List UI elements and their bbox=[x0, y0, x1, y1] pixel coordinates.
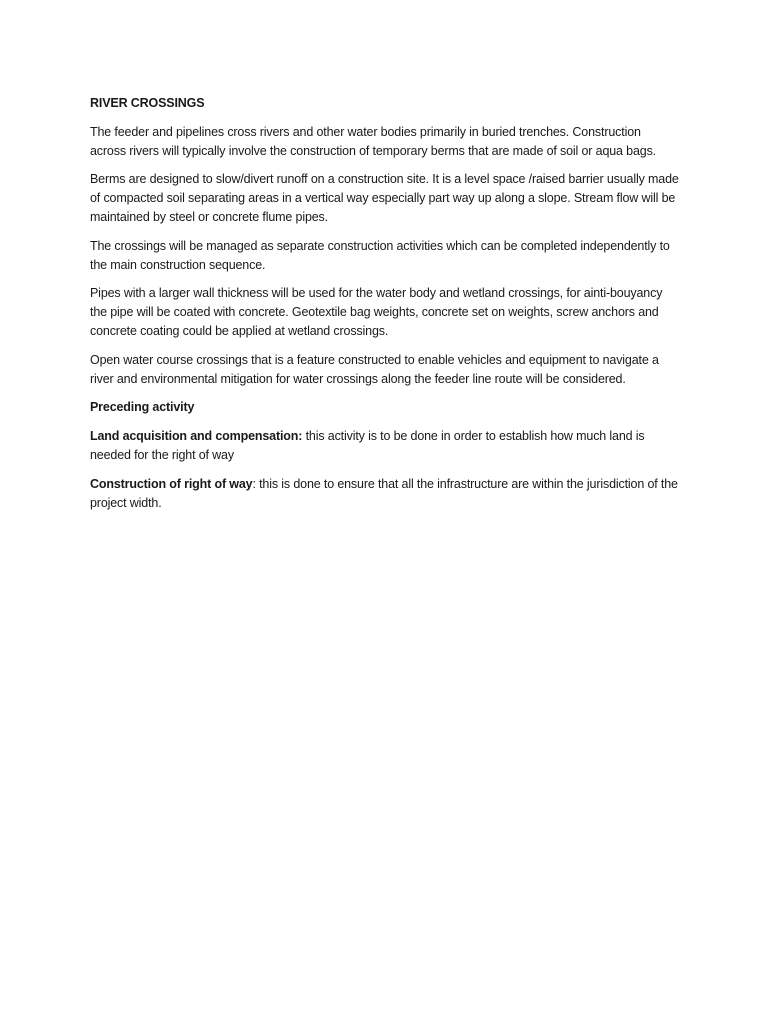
item-term: Construction of right of way bbox=[90, 476, 253, 491]
paragraph-crossings-managed: The crossings will be managed as separate construction activities which can be completed independently to the main construction sequence. bbox=[90, 238, 670, 272]
paragraph-berms: Berms are designed to slow/divert runoff on a construction site. It is a level space /raised barrier usually made of compacted soil separating areas in a vertical way especially part way up along a slope. Stream flow will be maintained by steel or concrete flume pipes. bbox=[90, 172, 679, 224]
item-land-acquisition bbox=[90, 427, 680, 465]
paragraph-open-water-course: Open water course crossings that is a feature constructed to enable vehicles and equipment to navigate a river and environmental mitigation for water crossings along the feeder line route will be considered. bbox=[90, 352, 659, 386]
paragraph-feeder-pipelines: The feeder and pipelines cross rivers and other water bodies primarily in buried trenches. Construction across rivers will typically involve the construction of temporary berms that are made of soil or aqua bags. bbox=[90, 124, 656, 158]
document-body bbox=[90, 94, 680, 522]
paragraph-pipes-wall-thickness: Pipes with a larger wall thickness will be used for the water body and wetland crossings, for ainti-bouyancy the pipe will be coated with concrete. Geotextile bag weights, concrete set on weights, screw anchors and concrete coating could be applied at wetland crossings. bbox=[90, 286, 663, 338]
section-title: RIVER CROSSINGS bbox=[90, 96, 205, 110]
item-term: Land acquisition and compensation: bbox=[90, 429, 303, 444]
item-construction-right-of-way bbox=[90, 475, 680, 513]
item-description: this activity is to be done in order to establish how much land is needed for the right of way bbox=[90, 429, 645, 462]
item-description: : this is done to ensure that all the infrastructure are within the jurisdiction of the project width. bbox=[90, 476, 678, 510]
subheading-preceding-activity: Preceding activity bbox=[90, 400, 195, 415]
